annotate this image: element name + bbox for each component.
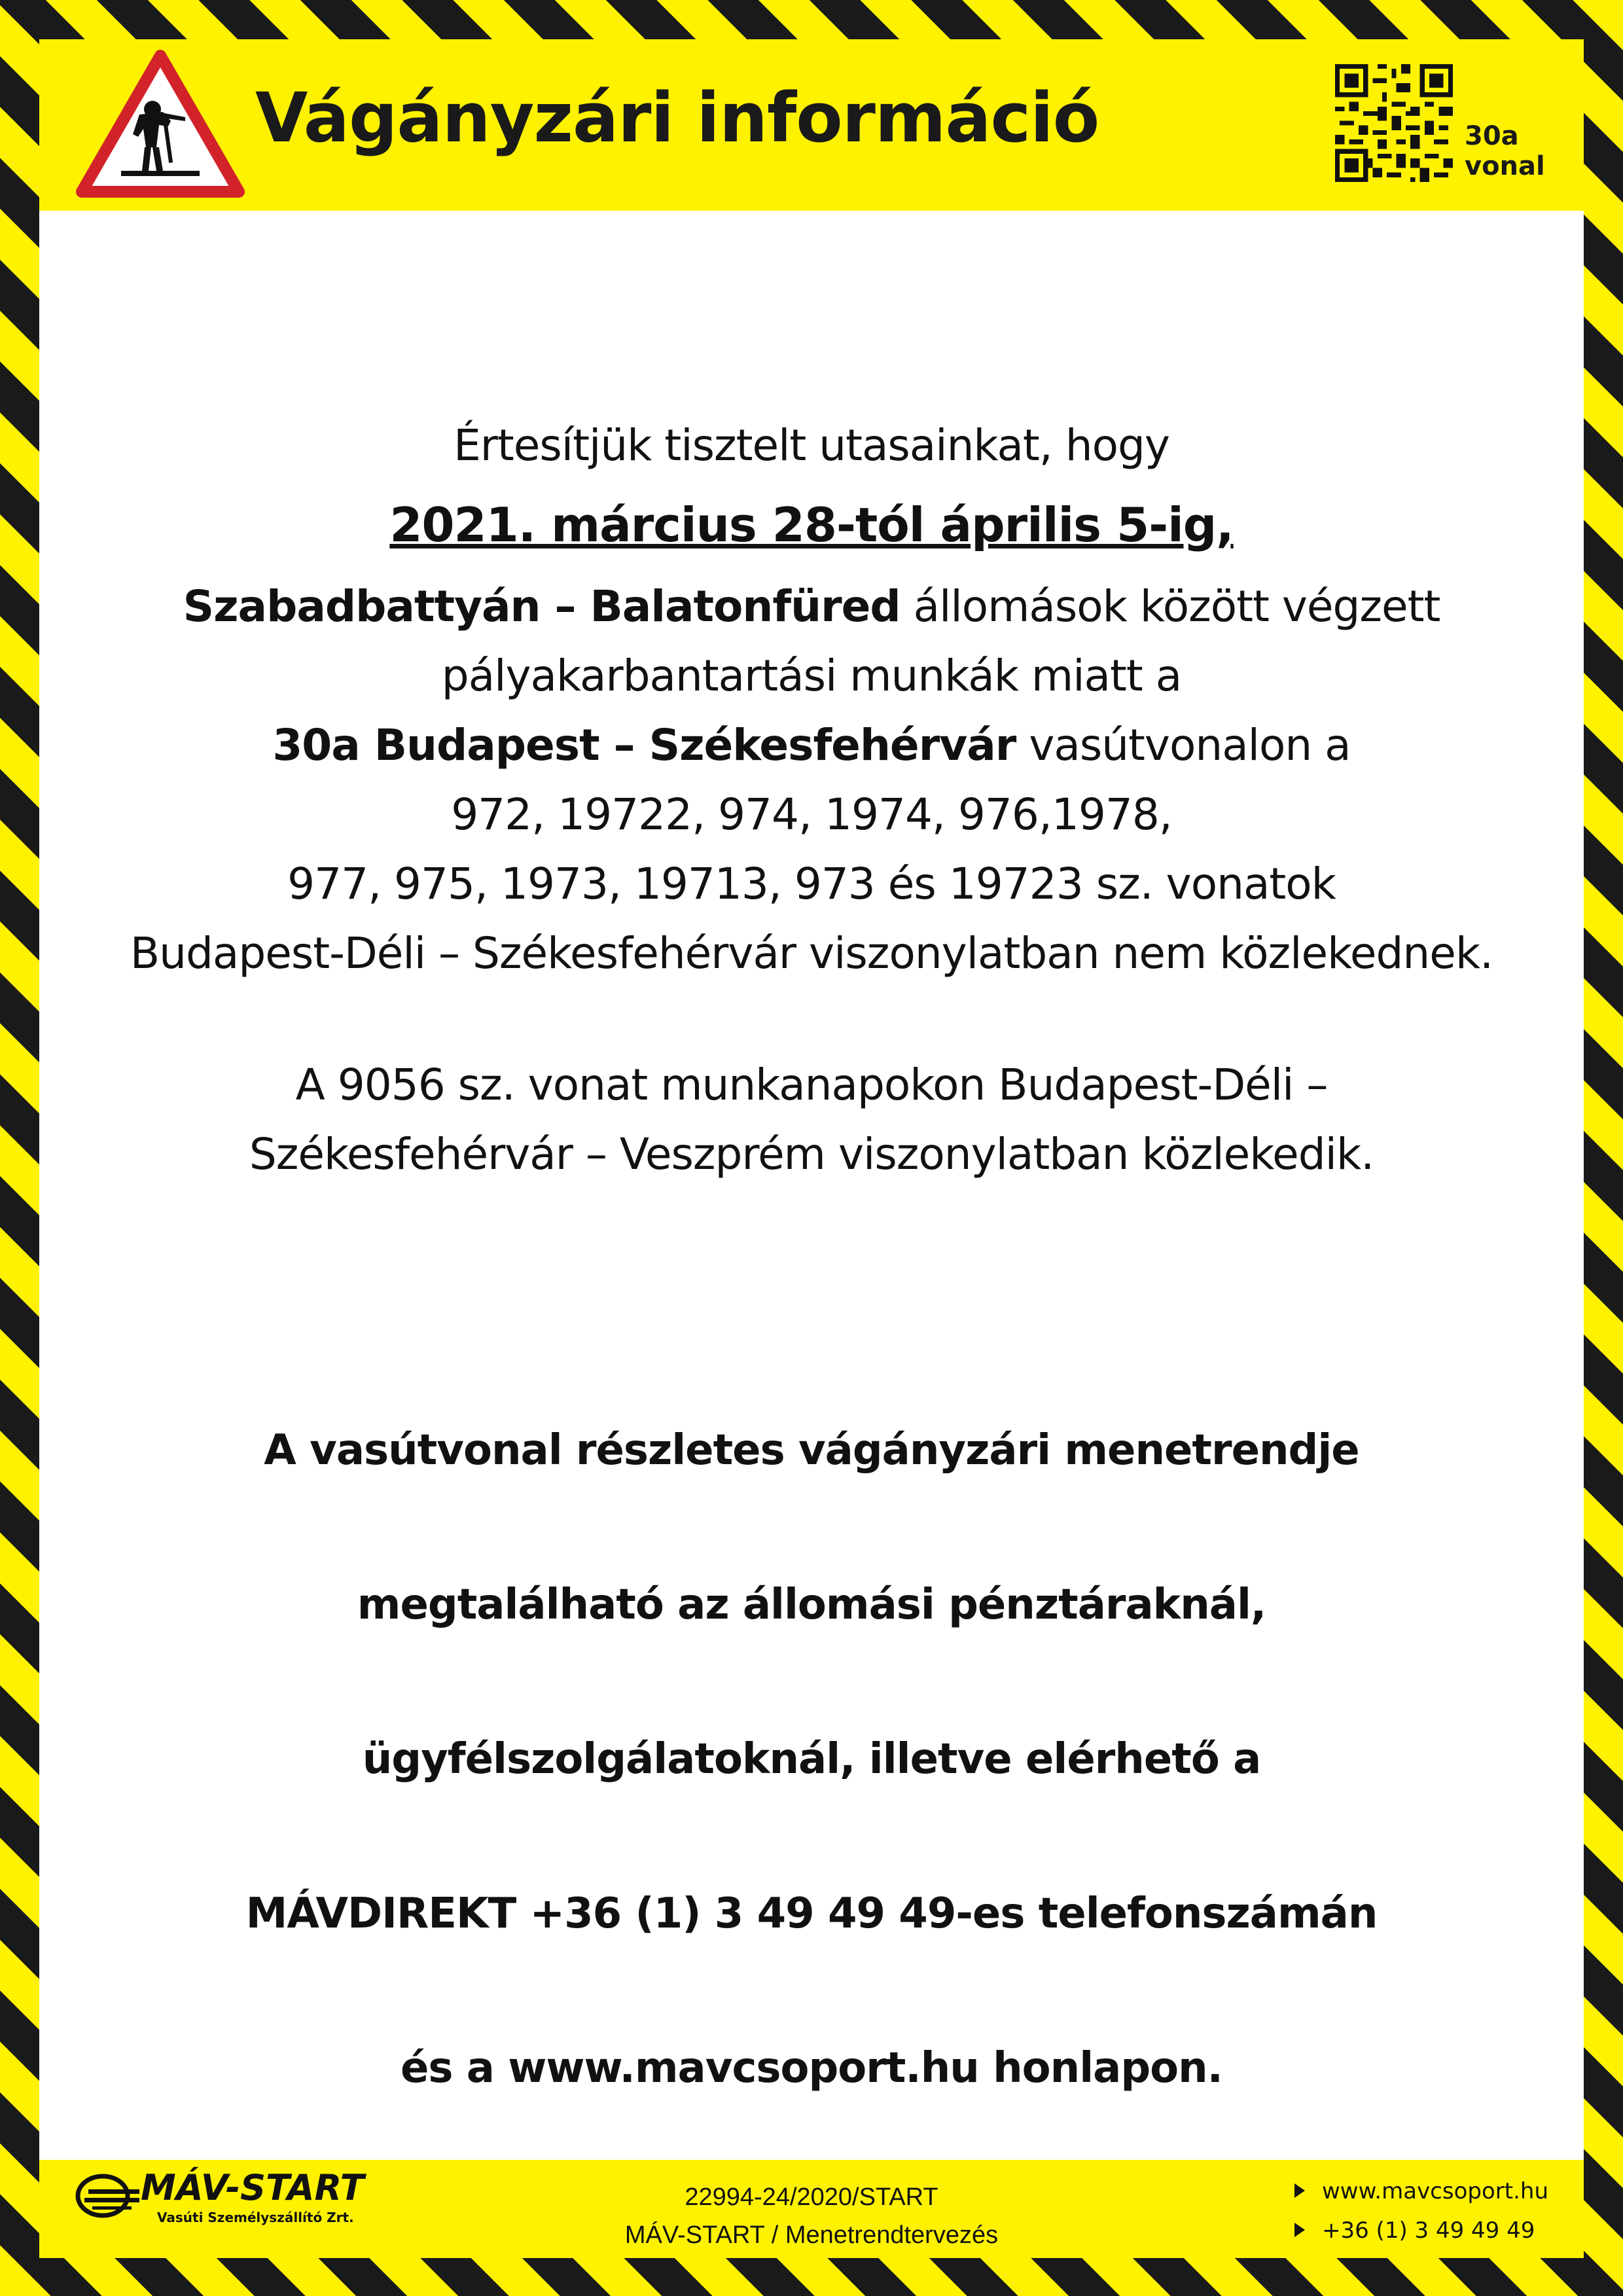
arrow-right-icon	[1294, 2223, 1305, 2237]
train-9056-notice	[65, 1050, 1558, 1189]
notice-intro: Értesítjük tisztelt utasainkat, hogy	[454, 420, 1169, 471]
document-reference	[625, 2178, 998, 2254]
phone-row	[1294, 2211, 1548, 2250]
mav-emblem-icon	[75, 2170, 141, 2222]
website-link[interactable]: www.mavcsoport.hu	[1322, 2178, 1548, 2204]
section-line	[65, 572, 1558, 641]
arrow-right-icon	[1294, 2183, 1305, 2198]
logo-tagline: Vasúti Személyszállító Zrt.	[157, 2210, 354, 2225]
cancelled-route: Budapest-Déli – Székesfehérvár viszonylatban nem közlekednek.	[130, 928, 1493, 978]
line-number: 30a	[1465, 121, 1519, 151]
phone-number: +36 (1) 3 49 49 49	[1322, 2217, 1535, 2244]
line-label: vonal	[1465, 151, 1545, 181]
section-name: Szabadbattyán – Balatonfüred	[183, 581, 901, 632]
mav-start-logo	[75, 2163, 365, 2232]
reason-line: pályakarbantartási munkák miatt a	[441, 651, 1182, 701]
qr-code-icon	[1335, 64, 1453, 182]
train-9056-line-1: A 9056 sz. vonat munkanapokon Budapest-Déli –	[295, 1060, 1328, 1110]
railway-line-rest: vasútvonalon a	[1016, 720, 1351, 770]
train-numbers-1: 972, 19722, 974, 1974, 976,1978,	[451, 789, 1172, 840]
railway-line	[65, 711, 1558, 780]
closure-notice	[65, 411, 1558, 988]
info-line-2: megtalálható az állomási pénztáraknál,	[357, 1581, 1266, 1629]
railway-line-name: 30a Budapest – Székesfehérvár	[272, 720, 1016, 770]
section-rest: állomások között végzett	[900, 581, 1440, 632]
info-line-1: A vasútvonal részletes vágányzári menetrendje	[264, 1426, 1359, 1475]
timetable-info	[65, 1373, 1558, 2145]
website-row	[1294, 2172, 1548, 2211]
document-number: 22994-24/2020/START	[685, 2183, 938, 2211]
railway-worker-warning-icon	[75, 49, 245, 200]
info-line-4: MÁVDIREKT +36 (1) 3 49 49 49-es telefonszámán	[245, 1890, 1378, 1938]
department: MÁV-START / Menetrendtervezés	[624, 2221, 999, 2249]
page-title: Vágányzári információ	[255, 78, 1099, 158]
logo-wordmark: MÁV-START	[141, 2167, 365, 2208]
line-badge	[1465, 121, 1545, 181]
footer-contact	[1294, 2172, 1548, 2250]
date-range: 2021. március 28-tól április 5-ig,	[389, 497, 1234, 552]
info-line-3: ügyfélszolgálatoknál, illetve elérhető a	[362, 1735, 1261, 1784]
train-9056-line-2: Székesfehérvár – Veszprém viszonylatban közlekedik.	[249, 1129, 1374, 1179]
train-numbers-2: 977, 975, 1973, 19713, 973 és 19723 sz. vonatok	[287, 859, 1336, 909]
info-line-5: és a www.mavcsoport.hu honlapon.	[401, 2044, 1222, 2092]
